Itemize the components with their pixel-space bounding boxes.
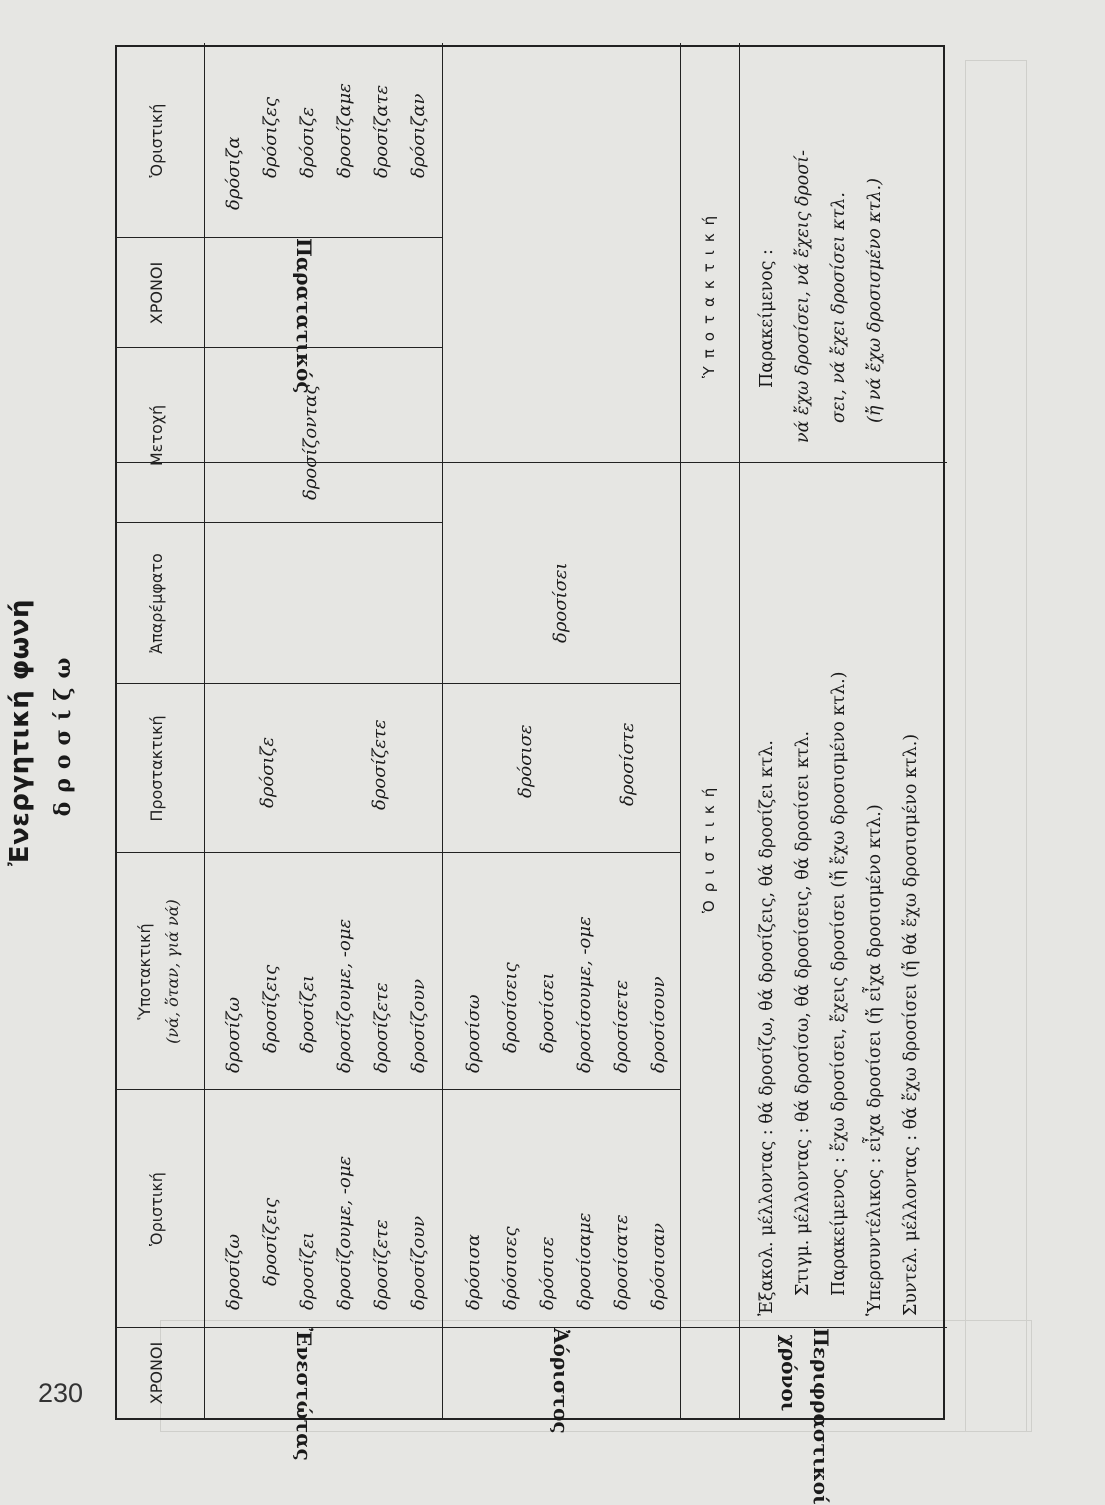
row-divider: [442, 43, 443, 1418]
periphrastic-ypotaktiki-header: Ὑποτακτική: [700, 207, 718, 378]
header-metochi: Μετοχή: [147, 404, 166, 467]
form-2pl: δροσίζετε: [371, 1219, 392, 1310]
line-parakeimenos: Παρακείμενος : ἔχω δροσίσει, ἔχεις δροσίσει (ἤ ἔχω δροσισμένο κτλ.): [829, 671, 849, 1296]
form-3pl: δρόσιζαν: [408, 93, 429, 178]
header-prostaktiki: Προστακτική: [147, 715, 166, 822]
form-3sg: δρόσιζε: [297, 106, 318, 178]
form-3pl: δροσίσουν: [648, 976, 669, 1073]
enestotas-oristiki: [215, 1156, 437, 1310]
form-1pl: δροσίσουμε, -ομε: [574, 916, 595, 1073]
form-1sg: δροσίζω: [223, 996, 244, 1073]
col-divider: [117, 1089, 680, 1090]
periphrastic-ypotaktiki-text: [749, 150, 893, 443]
row-divider: [680, 43, 681, 1418]
enestotas-prostaktiki-pl: δροσίζετε: [369, 719, 390, 810]
line-exakol: Ἐξακολ. μέλλοντας : θά δροσίζω, θά δροσίζεις, θά δροσίζει κτλ.: [757, 740, 777, 1316]
aoristos-aparemfato: δροσίσει: [550, 562, 571, 643]
header-chronoi: ΧΡΟΝΟΙ: [147, 1341, 166, 1405]
form-3sg: δροσίσει: [537, 972, 558, 1053]
row-label-periphrastikoi: [777, 1328, 833, 1505]
col-divider: [117, 852, 680, 853]
enestotas-metochi: δροσίζοντας: [300, 384, 321, 500]
form-2pl: δροσίσατε: [611, 1214, 632, 1310]
periphrastikoi-line-2: χρόνοι: [777, 1334, 801, 1412]
line-1: Παρακείμενος :: [757, 249, 777, 388]
page-number: 230: [38, 1378, 84, 1408]
periphrastic-oristiki-header: Ὁριστική: [700, 779, 718, 913]
form-2pl: δροσίζετε: [371, 982, 392, 1073]
line-syntel: Συντελ. μέλλοντας : θά ἔχω δροσίσει (ἤ θά ἔχω δροσισμένο κτλ.): [901, 733, 921, 1316]
form-3pl: δροσίζουν: [408, 978, 429, 1073]
aoristos-prostaktiki-sg: δρόσισε: [515, 724, 536, 798]
line-4: (ἤ νά ἔχω δροσισμένο κτλ.): [865, 178, 885, 423]
row-label-enestotas: Ἐνεστώτας: [292, 1328, 316, 1461]
form-3pl: δροσίζουν: [408, 1215, 429, 1310]
header-aparemfato: Ἀπαρέμφατο: [147, 553, 166, 654]
form-2sg: δρόσισες: [500, 1226, 521, 1310]
enestotas-ypotaktiki: [215, 919, 437, 1073]
header-oristiki-2: Ὁριστική: [147, 103, 166, 178]
form-2pl: δροσίσετε: [611, 979, 632, 1073]
enestotas-prostaktiki-sg: δρόσιζε: [257, 736, 278, 808]
aoristos-ypotaktiki: [455, 916, 677, 1073]
col-divider: [117, 683, 680, 684]
periphrastic-oristiki-text: [749, 672, 929, 1316]
form-3sg: δροσίζει: [297, 1231, 318, 1310]
form-1sg: δροσίσω: [463, 994, 484, 1073]
form-3pl: δρόσισαν: [648, 1223, 669, 1310]
form-3sg: δρόσισε: [537, 1236, 558, 1310]
page-title: Ἐνεργητική φωνή: [5, 599, 35, 867]
row-divider: [739, 1328, 740, 1418]
line-3: σει, νά ἔχει δροσίσει κτλ.: [829, 192, 849, 423]
line-ypersyntelikos: Ὑπερσυντέλικος : εἶχα δροσίσει (ἤ εἶχα δροσισμένο κτλ.): [865, 804, 885, 1316]
aoristos-oristiki: [455, 1213, 677, 1310]
form-1pl: δροσίσαμε: [574, 1212, 595, 1310]
form-1pl: δροσίζουμε, -ομε: [334, 1155, 355, 1310]
form-3sg: δροσίζει: [297, 974, 318, 1053]
header-oristiki: Ὁριστική: [147, 1172, 166, 1246]
form-2sg: δροσίζεις: [260, 1197, 281, 1286]
header-ypotaktiki-sub: (νά, ὅταν, γιά νά): [163, 899, 182, 1044]
row-label-paratatikos: Παρατατικός: [292, 238, 316, 394]
form-1pl: δροσίζαμε: [334, 83, 355, 178]
form-1sg: δρόσιζα: [223, 136, 244, 210]
bleed-through-grid: [965, 60, 1027, 1432]
form-2sg: δροσίζεις: [260, 964, 281, 1053]
conjugation-table: [115, 45, 945, 1505]
form-1sg: δροσίζω: [223, 1233, 244, 1310]
form-1sg: δρόσισα: [463, 1233, 484, 1310]
header-ypotaktiki: Ὑποτακτική: [135, 923, 154, 1020]
line-stigm: Στιγμ. μέλλοντας : θά δροσίσω, θά δροσίσεις, θά δροσίσει κτλ.: [793, 730, 813, 1296]
form-2pl: δροσίζατε: [371, 84, 392, 178]
header-chronoi-2: ΧΡΟΝΟΙ: [147, 261, 166, 325]
verb-heading: δροσίζω: [50, 648, 76, 817]
aoristos-prostaktiki-pl: δροσίστε: [617, 722, 638, 806]
paratatikos-oristiki: [215, 83, 437, 220]
row-divider: [739, 43, 740, 1328]
form-2sg: δρόσιζες: [260, 96, 281, 178]
row-divider: [204, 43, 205, 1418]
col-divider: [117, 462, 947, 463]
row-label-aoristos: Ἀόριστος: [549, 1328, 573, 1434]
line-2: νά ἔχω δροσίσει, νά ἔχεις δροσί-: [793, 149, 813, 443]
periphrastikoi-line-1: Περιφραστικοί: [809, 1328, 833, 1505]
form-2sg: δροσίσεις: [500, 962, 521, 1053]
form-1pl: δροσίζουμε, -ομε: [334, 918, 355, 1073]
